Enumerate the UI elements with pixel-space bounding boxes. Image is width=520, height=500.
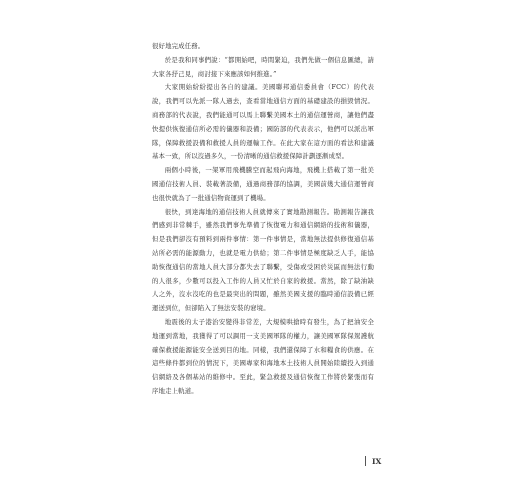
paragraph-2: 大家開始紛紛提出各自的建議。美國聯邦通信委員會（FCC）的代表說，我們可以先派一隊人過去，查看當地通信方面的基礎建設的損毀情況。商務部的代表說，我們能通可以馬上聯繫美國本土的通信運營商，讓他們盡快提供恢復通信所必需的儀器和設備；國防部的代表表示，他們可以派出軍隊，保障救援設備和救援人員的運輸工作。在此大家在這方面的看法和建議基本一致，所以沒過多久，一份清晰的通信救援保障計劃逐漸成型。 xyxy=(152,83,374,161)
body-text xyxy=(152,40,374,399)
paragraph-3: 兩個小時後，一架軍用飛機騰空而起飛向海地，飛機上搭載了第一批美國通信技術人員、裝載著設備，通過商務部的協調，美國前幾大通信運營商也很快就為了一批通信物資運到了機場。 xyxy=(152,166,374,202)
paragraph-1: 於是我和同事們說：“都開始吧，時間緊迫，我們先做一個信息匯總，請大家各抒己見，商討接下來應該如何推進。” xyxy=(152,55,374,78)
paragraph-4: 很快，到達海地的通信技術人員就傳來了實地勘測報告。勘測報告讓我們感到非常棘手，雖然我們事先準備了恢復電力和通信網絡的技術和儀器，但是我們卻沒有預料到兩件事情：第一件事情是，當地無法提供修復通信基站所必需的能源動力，也就是電力供給；第二件事情是極度缺乏人手，能協助恢復通信的當地人員大部分都失去了聯繫，受傷或受困於災區而無法行動的人很多，少數可以投入工作的人員又忙於自家的救援。當然，除了缺油缺人之外，沒水沒吃的也是最突出的問題，雖然美國支援的臨時通信設備已經運送到位，但卻陷入了無法安裝的窘境。 xyxy=(152,207,374,313)
paragraph-0: 很好地完成任務。 xyxy=(152,42,205,50)
footer-divider xyxy=(365,456,366,466)
page-number: IX xyxy=(372,456,382,466)
page-footer xyxy=(365,456,381,466)
paragraph-5: 地震後的太子港治安變得非常差，大規模哄搶時有發生，為了把油安全地運到當地，我獲得了可以調用一支美國軍隊的權力，讓美國軍隊保駕護航確保救援能源能安全送到目的地。同樣，我們還保障了水和糧食的供應。在這些條件都到位的情況下，美國專家和海地本土技術人員開始陸續投入到通信網絡及各個基站的維修中。至此，緊急救援及通信恢復工作將於緊張而有序地走上軌道。 xyxy=(152,317,374,395)
